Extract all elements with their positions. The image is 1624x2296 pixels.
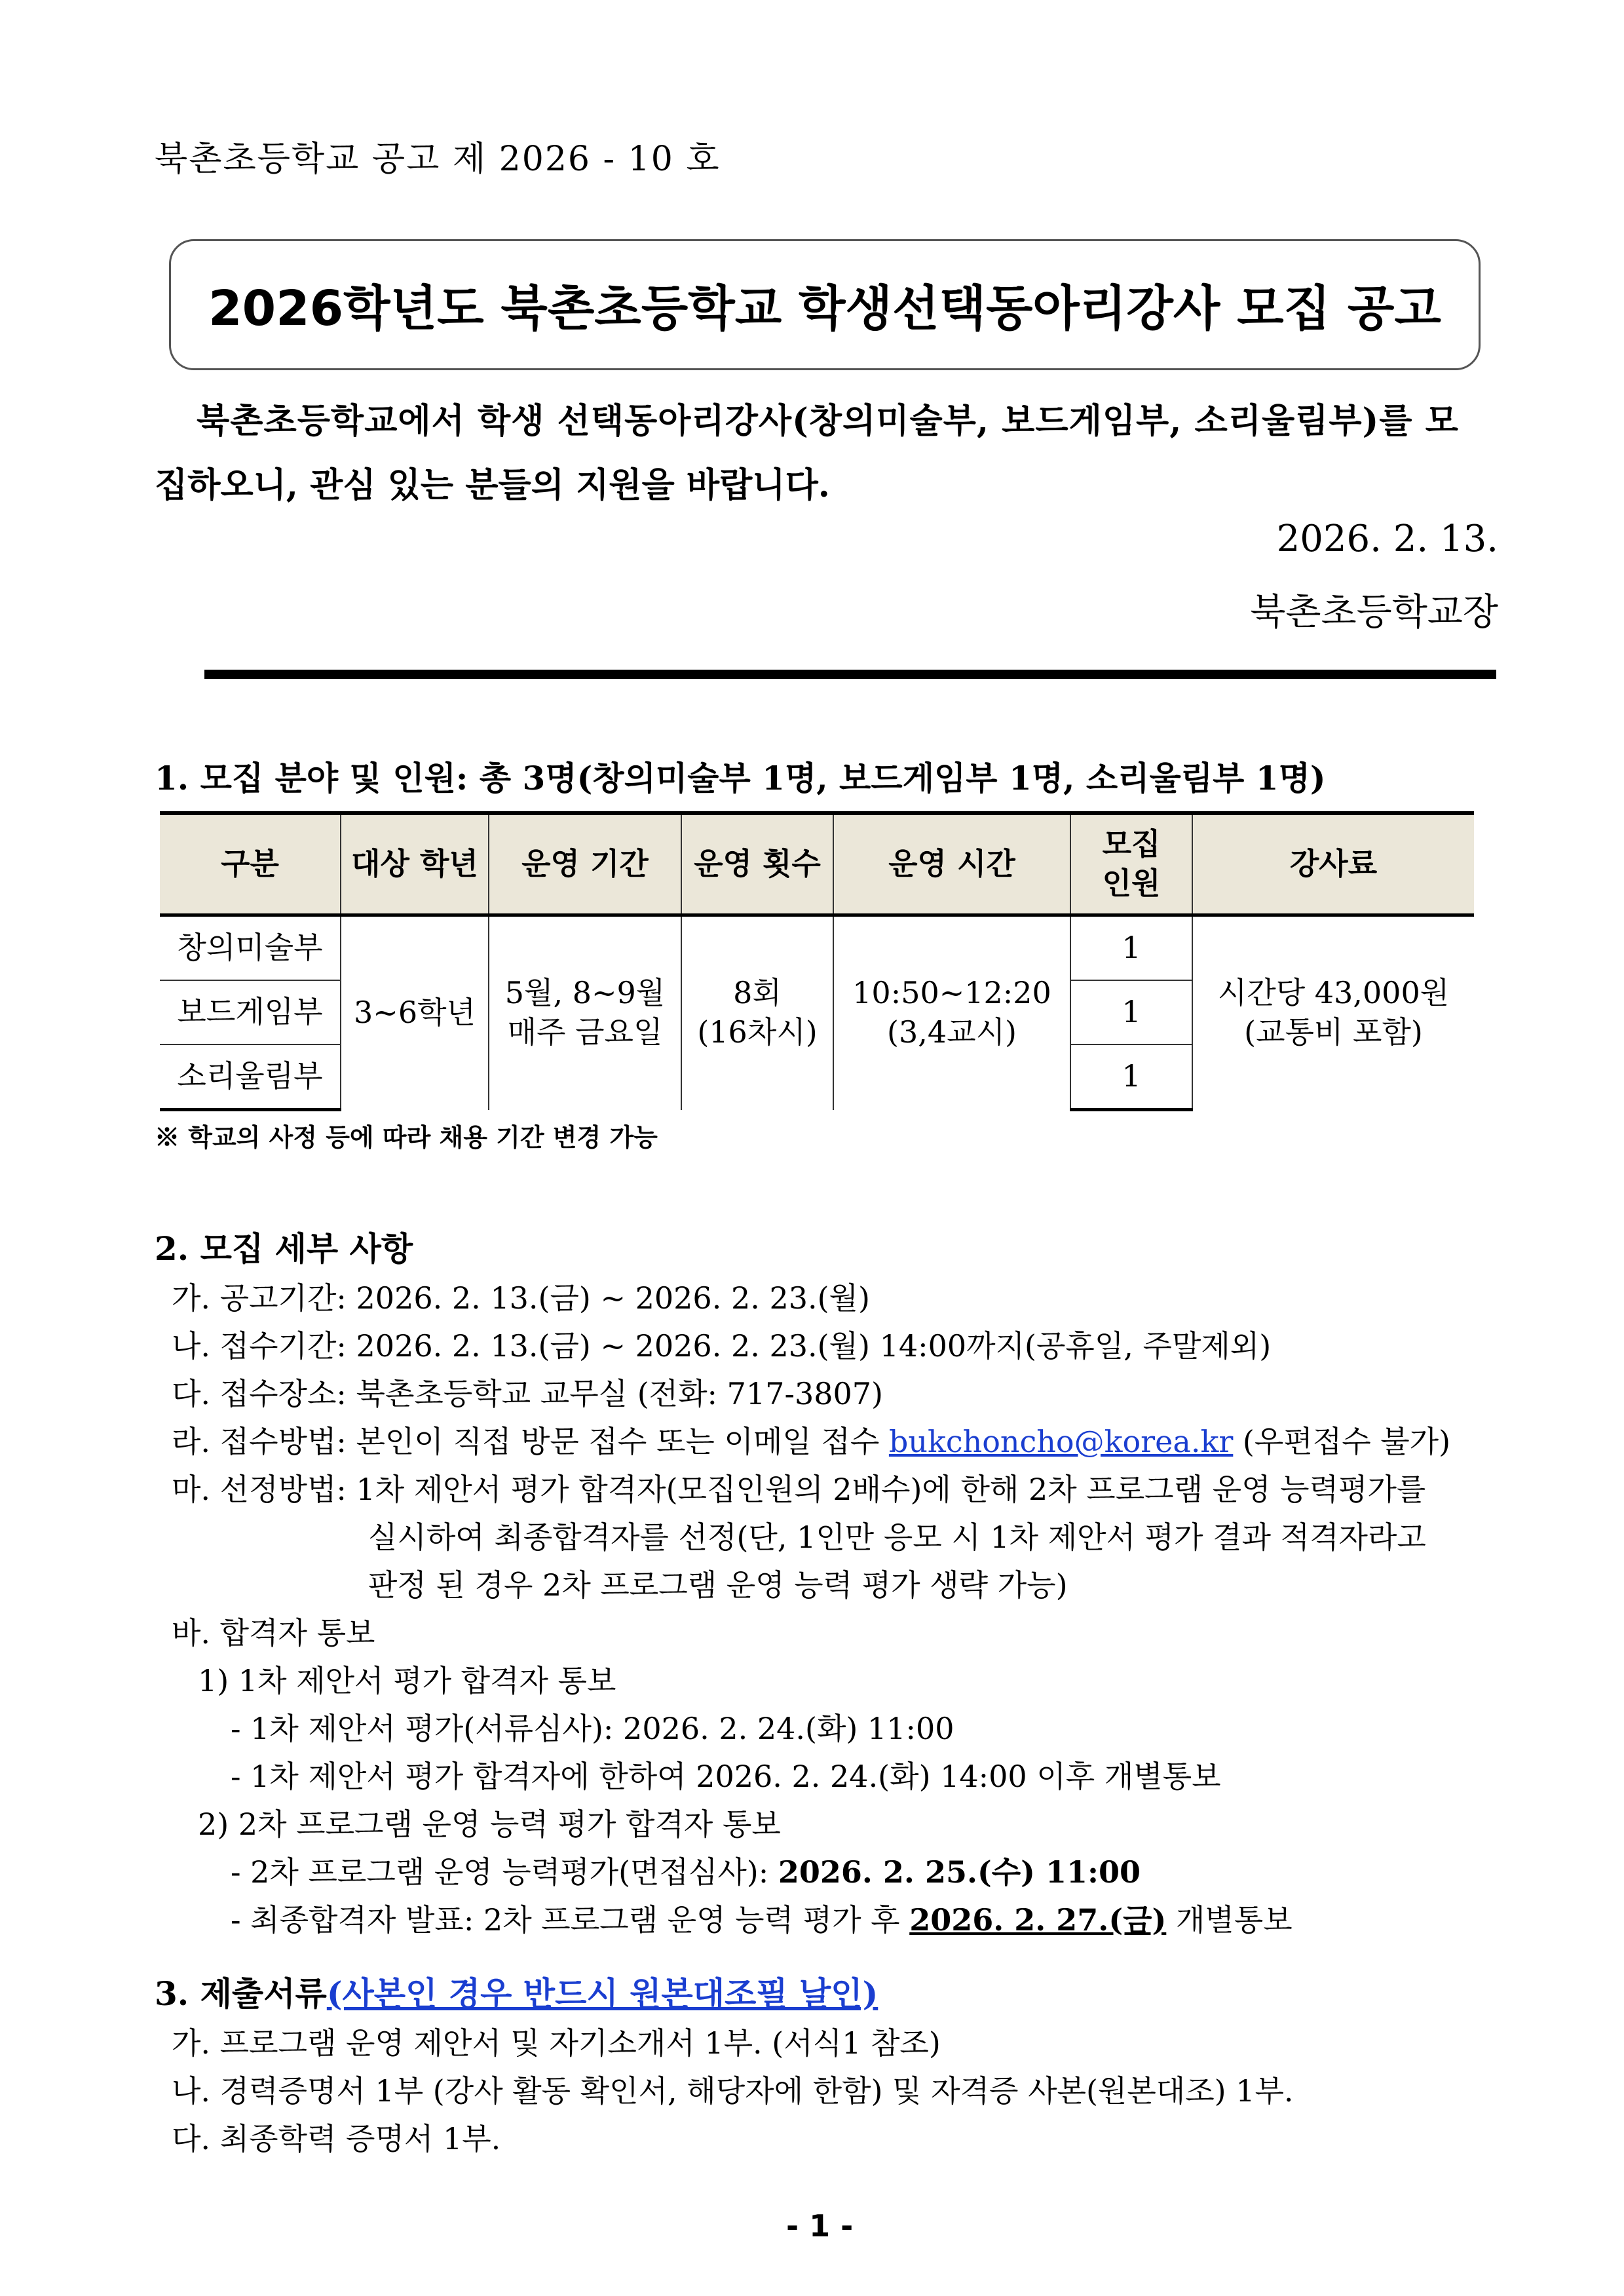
intro-line-1: 북촌초등학교에서 학생 선택동아리강사(창의미술부, 보드게임부, 소리울림부)를 모 <box>197 401 1459 441</box>
issue-date: 2026. 2. 13. <box>1276 518 1498 560</box>
document-title: 2026학년도 북촌초등학교 학생선택동아리강사 모집 공고 <box>208 280 1441 337</box>
first-round-line-a: - 1차 제안서 평가(서류심사): 2026. 2. 24.(화) 11:00 <box>231 1711 954 1746</box>
application-period-line: 나. 접수기간: 2026. 2. 13.(금) ~ 2026. 2. 23.(월) 14:00까지(공휴일, 주말제외) <box>172 1328 1272 1364</box>
cell-period <box>489 915 681 1110</box>
header-period: 운영 기간 <box>489 813 681 915</box>
recruit-table-container <box>160 811 1474 1111</box>
header-time: 운영 시간 <box>833 813 1070 915</box>
final-result-suffix: 개별통보 <box>1166 1902 1293 1938</box>
document-item-b: 나. 경력증명서 1부 (강사 활동 확인서, 해당자에 한함) 및 자격증 사본(원본대조) 1부. <box>172 2073 1294 2109</box>
notice-period-line: 가. 공고기간: 2026. 2. 13.(금) ~ 2026. 2. 23.(월) <box>172 1280 870 1316</box>
cell-people: 1 <box>1070 1044 1192 1110</box>
application-place-line: 다. 접수장소: 북촌초등학교 교무실 (전화: 717-3807) <box>172 1376 884 1411</box>
intro-line-2: 집하오니, 관심 있는 분들의 지원을 바랍니다. <box>155 465 830 505</box>
final-result-date: 2026. 2. 27.(금) <box>909 1902 1167 1938</box>
page-number: - 1 - <box>786 2208 854 2244</box>
first-round-line-b: - 1차 제안서 평가 합격자에 한하여 2026. 2. 24.(화) 14:00 이후 개별통보 <box>231 1759 1221 1794</box>
email-link[interactable]: bukchoncho@korea.kr <box>888 1424 1234 1459</box>
cell-period-line-2: 매주 금요일 <box>507 1014 663 1050</box>
application-method-text: 라. 접수방법: 본인이 직접 방문 접수 또는 이메일 접수 <box>172 1424 889 1459</box>
section-3-heading-note: (사본인 경우 반드시 원본대조필 날인) <box>326 1974 878 2013</box>
header-category: 구분 <box>160 813 341 915</box>
cell-category: 보드게임부 <box>160 980 341 1044</box>
second-round-line-b <box>231 1896 1293 1940</box>
cell-fee <box>1192 915 1474 1110</box>
selection-method-line-3: 판정 된 경우 2차 프로그램 운영 능력 평가 생략 가능) <box>368 1567 1068 1603</box>
divider-line <box>204 670 1496 679</box>
application-method-suffix: (우편접수 불가) <box>1233 1424 1451 1459</box>
cell-time <box>833 915 1070 1110</box>
header-people-line-1: 모집 <box>1102 826 1161 862</box>
cell-period-line-1: 5월, 8~9월 <box>504 975 666 1011</box>
section-3-heading-text: 3. 제출서류 <box>155 1974 327 2013</box>
header-grade: 대상 학년 <box>341 813 489 915</box>
cell-count-line-1: 8회 <box>733 975 782 1011</box>
cell-people: 1 <box>1070 980 1192 1044</box>
cell-category: 창의미술부 <box>160 915 341 981</box>
section-2-heading: 2. 모집 세부 사항 <box>155 1229 413 1268</box>
result-notice-line: 바. 합격자 통보 <box>172 1615 375 1651</box>
first-round-heading: 1) 1차 제안서 평가 합격자 통보 <box>198 1663 616 1698</box>
cell-grade: 3~6학년 <box>341 915 489 1110</box>
second-round-line-a <box>231 1848 1141 1892</box>
header-people-line-2: 인원 <box>1102 866 1161 901</box>
cell-time-line-1: 10:50~12:20 <box>852 975 1051 1011</box>
cell-count-line-2: (16차시) <box>697 1014 818 1050</box>
final-result-text: - 최종합격자 발표: 2차 프로그램 운영 능력 평가 후 <box>231 1902 910 1938</box>
cell-category: 소리울림부 <box>160 1044 341 1110</box>
selection-method-line-1: 마. 선정방법: 1차 제안서 평가 합격자(모집인원의 2배수)에 한해 2차 프로그램 운영 능력평가를 <box>172 1472 1426 1507</box>
table-header-row <box>160 813 1474 915</box>
header-fee: 강사료 <box>1192 813 1474 915</box>
section-1-heading: 1. 모집 분야 및 인원: 총 3명(창의미술부 1명, 보드게임부 1명, 소리울림부 1명) <box>155 759 1326 797</box>
cell-fee-line-2: (교통비 포함) <box>1244 1014 1423 1050</box>
cell-people: 1 <box>1070 915 1192 981</box>
selection-method-line-2: 실시하여 최종합격자를 선정(단, 1인만 응모 시 1차 제안서 평가 결과 적격자라고 <box>368 1520 1426 1555</box>
header-count: 운영 횟수 <box>681 813 833 915</box>
table-note: ※ 학교의 사정 등에 따라 채용 기간 변경 가능 <box>155 1122 658 1152</box>
document-item-c: 다. 최종학력 증명서 1부. <box>172 2121 501 2156</box>
table-row <box>160 915 1474 981</box>
cell-time-line-2: (3,4교시) <box>887 1014 1017 1050</box>
notice-number: 북촌초등학교 공고 제 2026 - 10 호 <box>155 140 721 179</box>
header-people <box>1070 813 1192 915</box>
title-box <box>169 239 1481 370</box>
cell-fee-line-1: 시간당 43,000원 <box>1217 975 1450 1011</box>
document-item-a: 가. 프로그램 운영 제안서 및 자기소개서 1부. (서식1 참조) <box>172 2025 941 2061</box>
recruit-table <box>160 811 1474 1111</box>
second-round-heading: 2) 2차 프로그램 운영 능력 평가 합격자 통보 <box>198 1807 781 1842</box>
cell-count <box>681 915 833 1110</box>
second-round-text: - 2차 프로그램 운영 능력평가(면접심사): <box>231 1854 778 1890</box>
interview-date: 2026. 2. 25.(수) 11:00 <box>778 1854 1141 1890</box>
section-3-heading <box>155 1968 878 2015</box>
application-method-line <box>172 1418 1450 1461</box>
issuer: 북촌초등학교장 <box>1250 591 1498 634</box>
